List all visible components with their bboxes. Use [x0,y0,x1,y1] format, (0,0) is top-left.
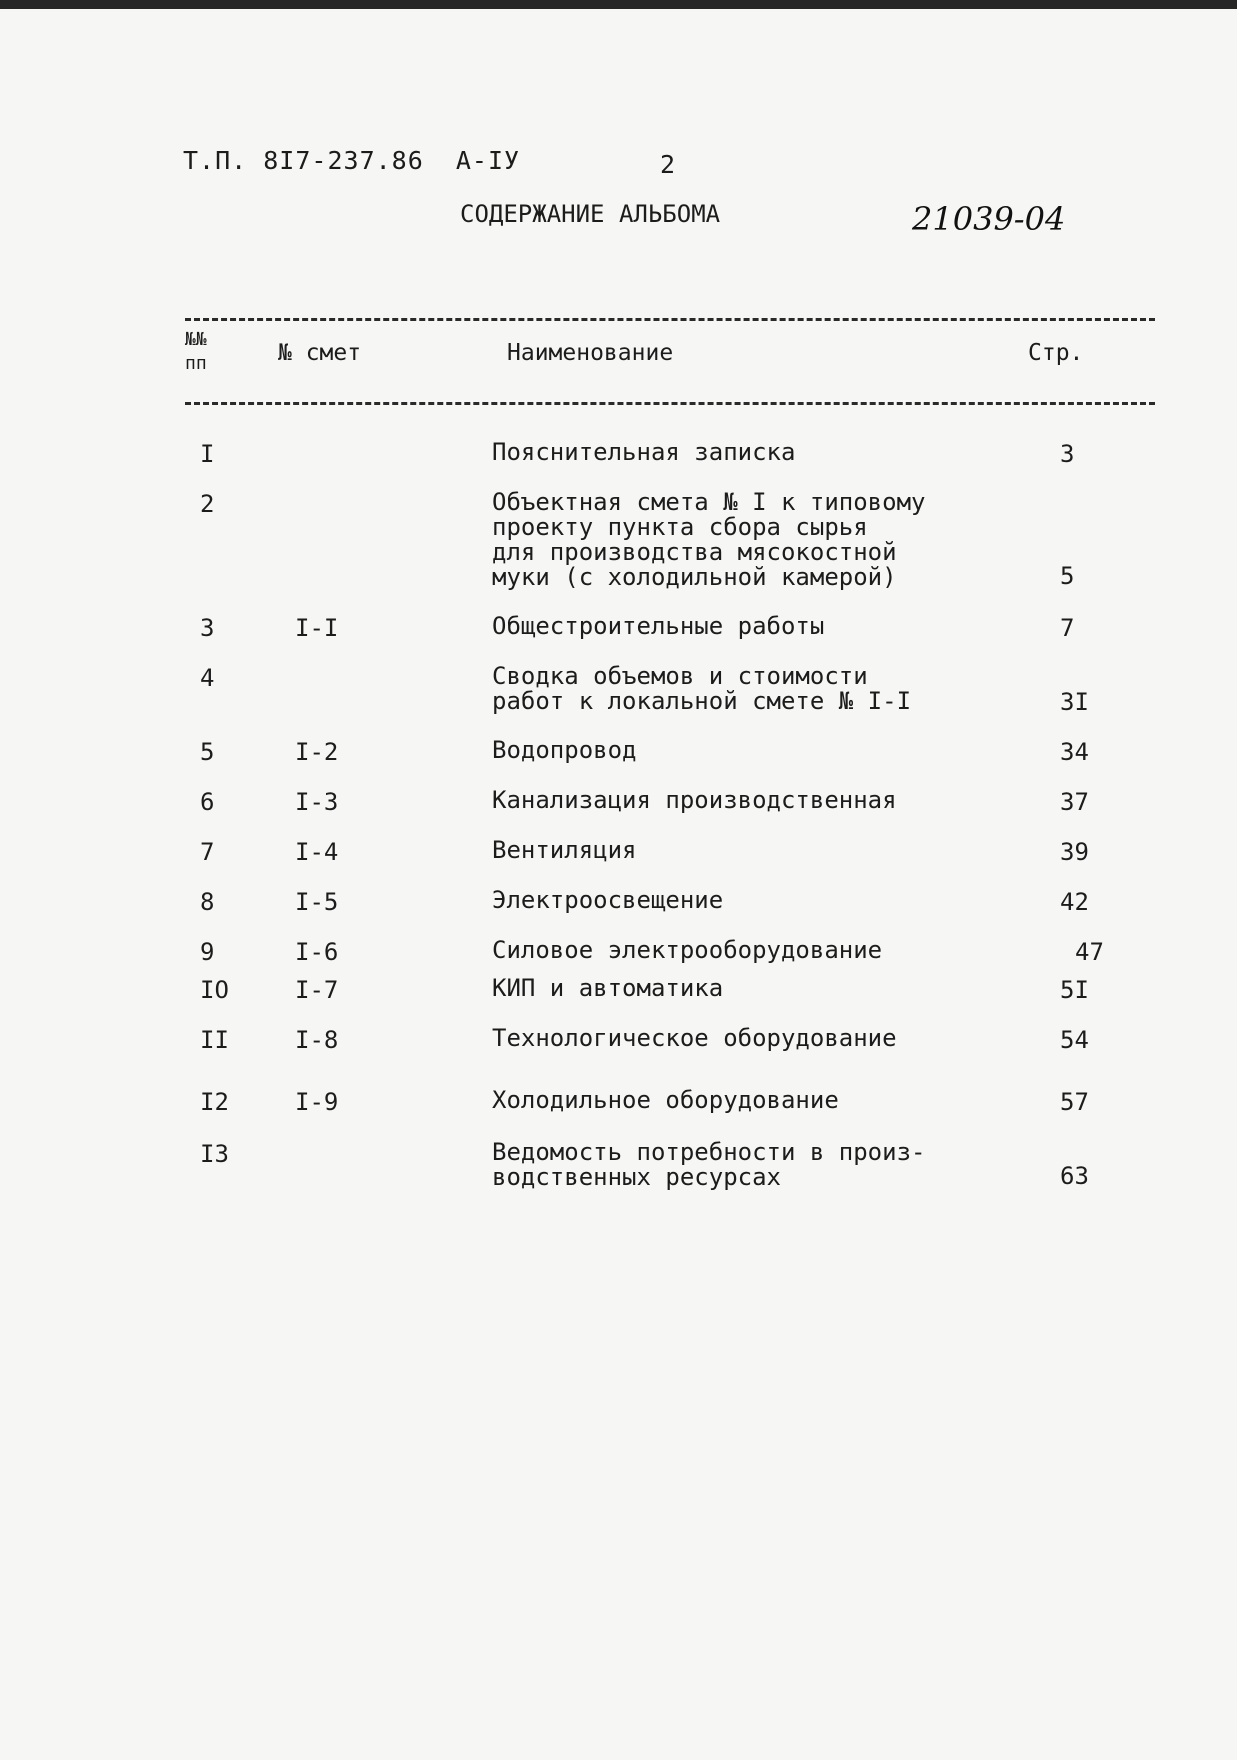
column-header-estimate: № смет [278,340,362,366]
row-page: 37 [1060,788,1089,816]
handwritten-number: 21039-04 [912,200,1066,238]
row-estimate: I-8 [295,1026,339,1054]
row-name: Технологическое оборудование [492,1024,897,1052]
row-name: Силовое электрооборудование [492,936,883,964]
row-page: 3I [1060,688,1089,716]
row-number: 8 [200,888,215,916]
row-name: Вентиляция [492,836,637,864]
top-border [0,0,1237,9]
row-number: 5 [200,738,215,766]
row-page: 5 [1060,562,1075,590]
row-page: 47 [1075,938,1104,966]
row-number: 3 [200,614,215,642]
row-number: 9 [200,938,215,966]
page-number: 2 [660,150,676,179]
row-number: II [200,1026,229,1054]
column-header-page: Стр. [1028,340,1084,366]
column-header-number: №№ пп [185,329,207,374]
row-number: IO [200,976,229,1004]
row-estimate: I-5 [295,888,339,916]
column-header-name: Наименование [507,340,674,366]
row-name: Ведомость потребности в произ- водственных ресурсах [492,1138,926,1191]
row-name: Сводка объемов и стоимости работ к локальной смете № I-I [492,662,912,715]
row-number: 7 [200,838,215,866]
document-code: Т.П. 8I7-237.86 А-IУ [183,146,521,175]
row-estimate: I-6 [295,938,339,966]
row-name: Общестроительные работы [492,612,825,640]
row-page: 63 [1060,1162,1089,1190]
table-top-divider [185,318,1155,321]
row-number: 6 [200,788,215,816]
row-name: Холодильное оборудование [492,1086,839,1114]
row-name: Водопровод [492,736,637,764]
row-estimate: I-3 [295,788,339,816]
row-number: I3 [200,1140,229,1168]
row-page: 34 [1060,738,1089,766]
table-header-divider [185,402,1155,405]
album-title: СОДЕРЖАНИЕ АЛЬБОМА [460,200,721,228]
row-estimate: I-2 [295,738,339,766]
row-estimate: I-7 [295,976,339,1004]
row-number: 4 [200,664,215,692]
row-number: 2 [200,490,215,518]
row-page: 7 [1060,614,1075,642]
row-number: I [200,440,215,468]
row-name: Пояснительная записка [492,438,796,466]
row-name: Электроосвещение [492,886,724,914]
row-estimate: I-I [295,614,339,642]
row-name: Канализация производственная [492,786,897,814]
row-page: 57 [1060,1088,1089,1116]
row-page: 54 [1060,1026,1089,1054]
row-page: 39 [1060,838,1089,866]
row-number: I2 [200,1088,229,1116]
row-estimate: I-9 [295,1088,339,1116]
row-estimate: I-4 [295,838,339,866]
row-page: 5I [1060,976,1089,1004]
row-page: 42 [1060,888,1089,916]
row-name: КИП и автоматика [492,974,724,1002]
row-name: Объектная смета № I к типовому проекту пункта сбора сырья для производства мясокостной муки (с холодильной камерой) [492,488,926,591]
row-page: 3 [1060,440,1075,468]
